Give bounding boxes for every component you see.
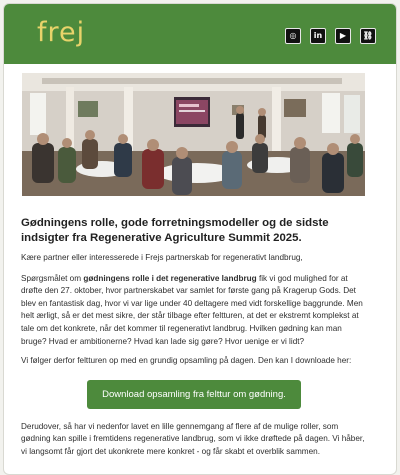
- intro-highlight: gødningens rolle i det regenerative landbrug: [83, 273, 257, 283]
- header-bar: [4, 4, 396, 64]
- social-links: [285, 28, 376, 44]
- download-button[interactable]: Download opsamling fra felttur om gødning.: [87, 380, 301, 409]
- article-body: [21, 216, 367, 459]
- event-photo: [22, 73, 365, 196]
- download-button-wrapper: [21, 380, 367, 409]
- intro-paragraph: [21, 273, 367, 349]
- linkedin-icon[interactable]: in: [310, 28, 326, 44]
- youtube-icon[interactable]: ▶: [335, 28, 351, 44]
- intro-text-end: fik vi god mulighed for at drøfte den 27. oktober, hvor partnerskabet var samlet for første gang på Kragerup Gods. Det blev en fantastisk dag, hvor vi var lige under 40 deltagere med vidt forskellige baggrunde. Men helt ærligt, så er det mest sikre, der står tilbage efter feltturen, at det er ekstremt komplekst at tale om det konkrete, når det kommer til regenerativt landbrug. Hvilken gødning kan man bruge? Hvad er ambitionerne? Hvad kan lade sig gøre? Hvor uenige er vi lidt?: [21, 273, 363, 346]
- link-icon[interactable]: ⛓: [360, 28, 376, 44]
- intro-text-start: Spørgsmålet om: [21, 273, 84, 283]
- outro-paragraph: Derudover, så har vi nedenfor lavet en lille gennemgang af flere af de mulige roller, som gødning kan spille i fremtidens regenerative landbrug, som vi ikke drøftede på dagen. Vi håber, vi langsomt får gjort det ukonkrete mere konkret - og får skabt et overblik sammen.: [21, 421, 365, 456]
- instagram-icon[interactable]: ◎: [285, 28, 301, 44]
- frej-logo[interactable]: frej: [37, 17, 86, 48]
- article-title: Gødningens rolle, gode forretningsmodeller og de sidste indsigter fra Regenerative Agriculture Summit 2025.: [21, 217, 329, 244]
- follow-up-text: Vi følger derfor feltturen op med en grundig opsamling på dagen. Den kan I downloade her:: [21, 356, 352, 366]
- greeting-text: Kære partner eller interesserede i Frejs partnerskab for regenerativt landbrug,: [21, 253, 303, 262]
